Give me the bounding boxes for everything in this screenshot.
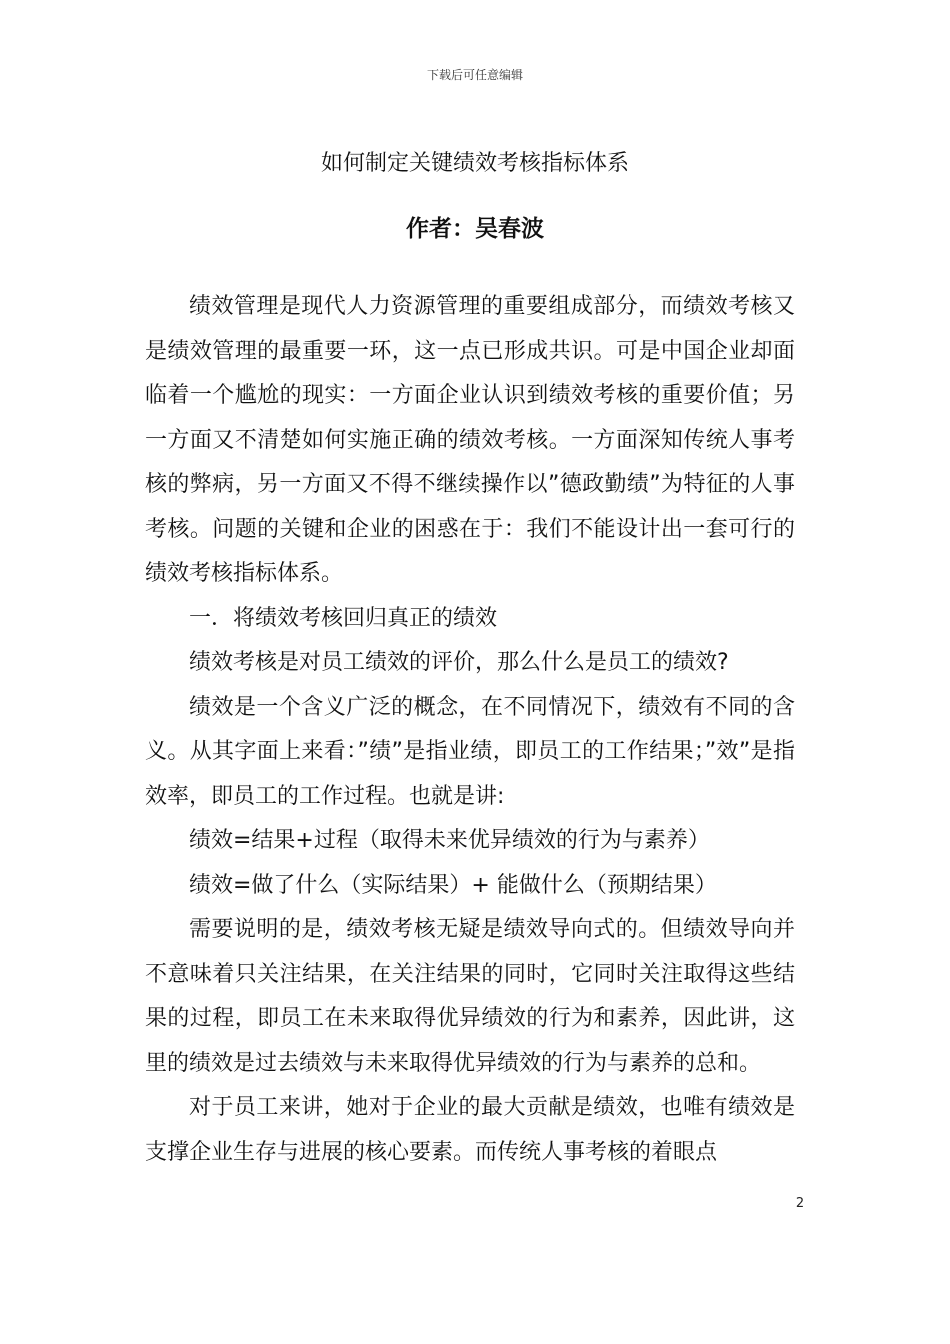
paragraph-intro: 绩效管理是现代人力资源管理的重要组成部分，而绩效考核又是绩效管理的最重要一环，这一点已形成共识。可是中国企业却面临着一个尴尬的现实：一方面企业认识到绩效考核的重要价值；另一方面又不清楚如何实施正确的绩效考核。一方面深知传统人事考核的弊病，另一方面又不得不继续操作以”德政勤绩”为特征的人事考核。问题的关键和企业的困惑在于：我们不能设计出一套可行的绩效考核指标体系。 [145,294,795,586]
page-header-note: 下载后可任意编辑 [426,68,523,82]
paragraph-contribution: 对于员工来讲，她对于企业的最大贡献是绩效，也唯有绩效是支撑企业生存与进展的核心要素。而传统人事考核的着眼点 [145,1095,795,1165]
formula-1: 绩效=结果+过程（取得未来优异绩效的行为与素养） [189,828,710,853]
document-title: 如何制定关键绩效考核指标体系 [320,151,629,176]
document-author: 作者：吴春波 [406,216,544,242]
formula-2: 绩效=做了什么（实际结果）+ 能做什么（预期结果） [189,872,717,898]
page-number: 2 [795,1196,805,1211]
paragraph-definition: 绩效是一个含义广泛的概念，在不同情况下，绩效有不同的含义。从其字面上来看：”绩”是指业绩，即员工的工作结果；”效”是指效率，即员工的工作过程。也就是讲: [145,694,795,809]
paragraph-question: 绩效考核是对员工绩效的评价，那么什么是员工的绩效? [189,650,729,675]
section-heading-1: 一．将绩效考核回归真正的绩效 [189,605,498,631]
document-body [145,285,795,1175]
paragraph-explanation: 需要说明的是，绩效考核无疑是绩效导向式的。但绩效导向并不意味着只关注结果，在关注结果的同时，它同时关注取得这些结果的过程，即员工在未来取得优异绩效的行为和素养，因此讲，这里的绩效是过去绩效与未来取得优异绩效的行为与素养的总和。 [145,917,795,1076]
